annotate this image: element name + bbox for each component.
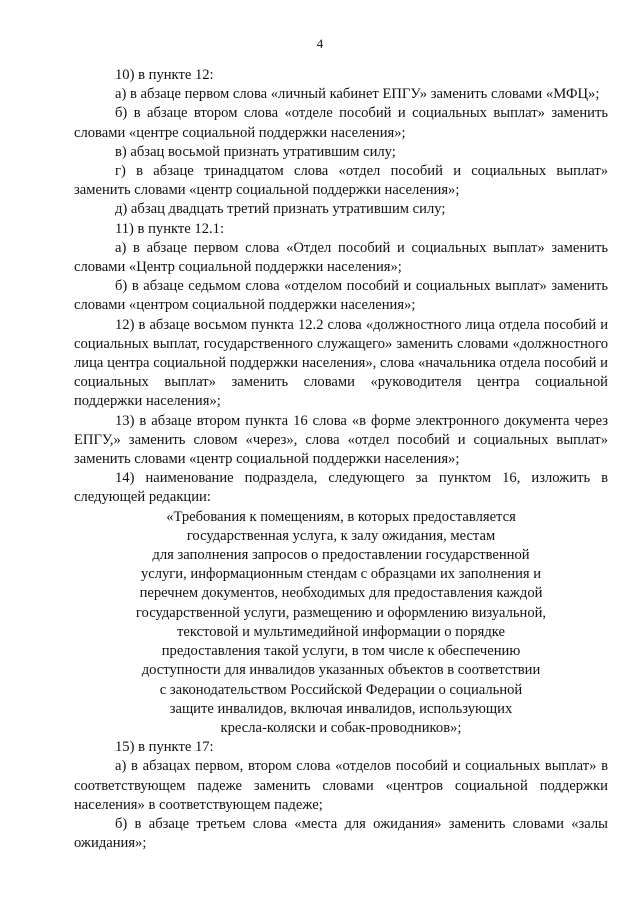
paragraph: а) в абзаце первом слова «Отдел пособий и социальных выплат» заменить словами «Центр социальной поддержки населения»; [74,239,608,276]
paragraph: б) в абзаце седьмом слова «отделом пособий и социальных выплат» заменить словами «центром социальной поддержки населения»; [74,278,608,314]
title-line: для заполнения запросов о предоставлении государственной [152,547,530,564]
paragraph: 13) в абзаце втором пункта 16 слова «в форме электронного документа через ЕПГУ,» заменить словом «через», слова «отдел пособий и социальных выплат» заменить словами «центр социальной поддержки населения»; [74,412,608,468]
title-line: защите инвалидов, включая инвалидов, использующих [169,700,513,717]
paragraph: а) в абзацах первом, втором слова «отделов пособий и социальных выплат» в соответствующем падеже заменить словами «центров социальной поддержки населения» в соответствующем падеже; [74,758,608,813]
title-line: государственная услуга, к залу ожидания, местам [186,527,496,544]
page-number: 4 [316,36,324,51]
paragraph: 14) наименование подраздела, следующего за пунктом 16, изложить в следующей редакции: [74,470,608,506]
subsection-title [74,508,608,738]
paragraph: б) в абзаце третьем слова «места для ожидания» заменить словами «залы ожидания»; [74,815,608,852]
title-line: доступности для инвалидов указанных объектов в соответствии [141,662,541,679]
paragraph: 15) в пункте 17: [115,739,214,756]
paragraph: д) абзац двадцать третий признать утратившим силу; [115,201,446,218]
paragraph: 11) в пункте 12.1: [115,220,225,237]
title-line: текстовой и мультимедийной информации о порядке [177,623,505,640]
title-line: государственной услуги, размещению и оформлению визуальной, [135,604,547,621]
paragraph: в) абзац восьмой признать утратившим силу; [115,143,396,160]
paragraph: б) в абзаце втором слова «отделе пособий и социальных выплат» заменить словами «центре социальной поддержки населения»; [74,105,608,141]
document-body [74,66,608,853]
title-line: с законодательством Российской Федерации о социальной [159,681,523,698]
title-line: «Требования к помещениям, в которых предоставляется [166,508,516,525]
paragraph: 10) в пункте 12: [115,67,214,83]
paragraph: г) в абзаце тринадцатом слова «отдел пособий и социальных выплат» заменить словами «центр социальной поддержки населения»; [74,163,608,199]
title-line: кресла-коляски и собак-проводников»; [220,719,462,736]
paragraph: 12) в абзаце восьмом пункта 12.2 слова «должностного лица отдела пособий и социальных выплат, государственного служащего» заменить словами «должностного лица центра социальной поддержки населения», слова «начальника отдела пособий и социальных выплат» заменить словами «руководителя центра социальной поддержки населения»; [74,316,608,410]
title-line: перечнем документов, необходимых для предоставления каждой [139,585,543,602]
title-line: услуги, информационным стендам с образцами их заполнения и [140,566,542,583]
paragraph: а) в абзаце первом слова «личный кабинет ЕПГУ» заменить словами «МФЦ»; [115,86,600,103]
title-line: предоставления такой услуги, в том числе к обеспечению [161,643,521,660]
